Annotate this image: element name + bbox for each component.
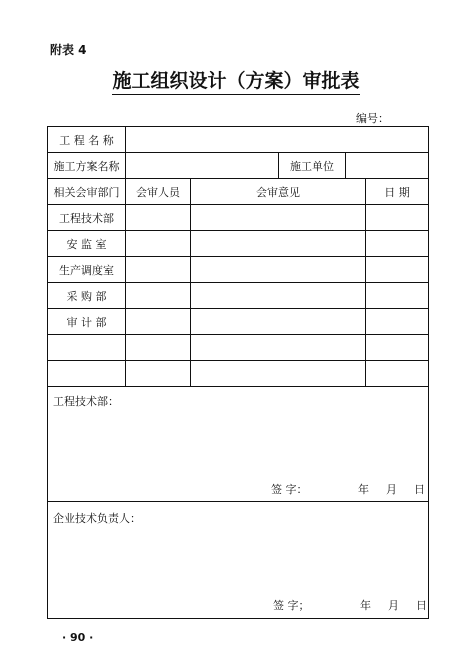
day-label: 日 xyxy=(416,599,427,612)
date-cell xyxy=(366,283,429,309)
section-body xyxy=(48,502,428,618)
reviewer-cell xyxy=(126,335,191,361)
date-cell xyxy=(366,257,429,283)
engineering-dept-section-row xyxy=(48,387,429,502)
signature-label: 签 字： xyxy=(271,483,308,496)
department-label: 生产调度室 xyxy=(48,257,126,283)
form-title: 施工组织设计（方案）审批表 xyxy=(112,70,359,95)
table-row xyxy=(48,257,429,283)
date-cell xyxy=(366,361,429,387)
department-label: 审 计 部 xyxy=(48,309,126,335)
date-cell xyxy=(366,335,429,361)
page-number: · 90 · xyxy=(62,631,94,644)
table-row xyxy=(48,283,429,309)
date-cell xyxy=(366,205,429,231)
serial-number-label: 编号： xyxy=(356,112,389,125)
section-label: 企业技术负责人： xyxy=(53,512,141,525)
appendix-label: 附表 4 xyxy=(50,43,87,57)
department-label: 安 监 室 xyxy=(48,231,126,257)
header-date: 日 期 xyxy=(366,179,429,205)
plan-name-row xyxy=(48,153,429,179)
plan-name-value xyxy=(126,153,279,179)
month-label: 月 xyxy=(386,483,397,496)
department-label: 采 购 部 xyxy=(48,283,126,309)
year-label: 年 xyxy=(358,483,369,496)
day-label: 日 xyxy=(414,483,425,496)
date-cell xyxy=(366,231,429,257)
blank-row xyxy=(48,335,429,361)
header-opinion: 会审意见 xyxy=(191,179,366,205)
reviewer-cell xyxy=(126,361,191,387)
opinion-cell xyxy=(191,309,366,335)
reviewer-cell xyxy=(126,231,191,257)
construction-unit-label: 施工单位 xyxy=(279,153,346,179)
reviewer-cell xyxy=(126,309,191,335)
title-wrapper xyxy=(0,70,472,95)
tech-lead-section-row xyxy=(48,502,429,619)
opinion-cell xyxy=(191,283,366,309)
signature-label: 签 字； xyxy=(273,599,310,612)
opinion-cell xyxy=(191,231,366,257)
reviewer-cell xyxy=(126,205,191,231)
opinion-cell xyxy=(191,335,366,361)
reviewer-cell xyxy=(126,283,191,309)
department-cell xyxy=(48,335,126,361)
opinion-cell xyxy=(191,257,366,283)
section-body xyxy=(48,387,428,501)
header-department: 相关会审部门 xyxy=(48,179,126,205)
year-label: 年 xyxy=(360,599,371,612)
plan-name-label: 施工方案名称 xyxy=(48,153,126,179)
construction-unit-value xyxy=(346,153,429,179)
table-row xyxy=(48,309,429,335)
opinion-cell xyxy=(191,205,366,231)
section-label: 工程技术部： xyxy=(53,395,119,408)
blank-row xyxy=(48,361,429,387)
review-header-row xyxy=(48,179,429,205)
engineering-dept-section xyxy=(48,387,429,502)
table-row xyxy=(48,231,429,257)
date-cell xyxy=(366,309,429,335)
project-name-label: 工 程 名 称 xyxy=(48,127,126,153)
tech-lead-section xyxy=(48,502,429,619)
approval-form-table xyxy=(47,126,429,619)
department-label: 工程技术部 xyxy=(48,205,126,231)
project-name-value xyxy=(126,127,429,153)
header-reviewer: 会审人员 xyxy=(126,179,191,205)
opinion-cell xyxy=(191,361,366,387)
month-label: 月 xyxy=(388,599,399,612)
reviewer-cell xyxy=(126,257,191,283)
project-name-row xyxy=(48,127,429,153)
department-cell xyxy=(48,361,126,387)
table-row xyxy=(48,205,429,231)
